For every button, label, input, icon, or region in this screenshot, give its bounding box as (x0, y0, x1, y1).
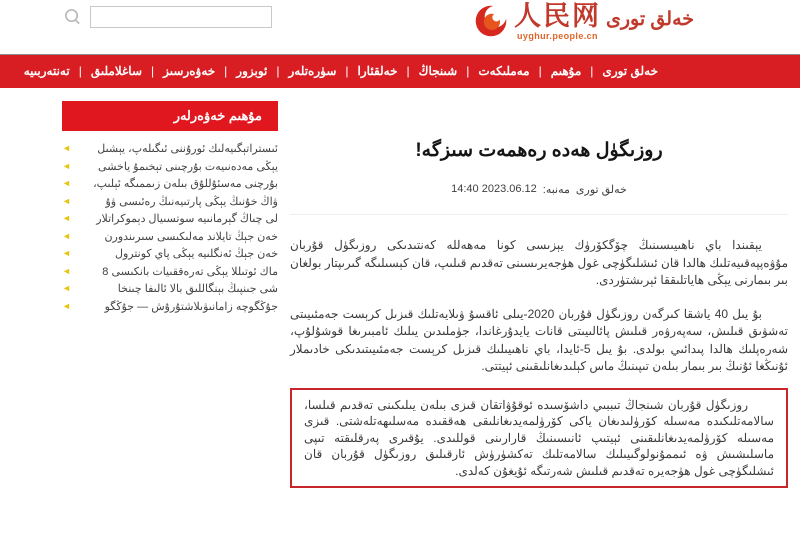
article-paragraph-highlighted: روزىگۈل قۇربان شىنجاڭ تىببىي داشۆسىدە ئوقۇۋاتقان قىزى بىلەن يىلىكىنى تەقدىم قىلسا، سالامەتلىكىدە مەسىلە كۆرۈلىدىغان ياكى كۆرۈلمەيدىغانلىقى ھەققىدە مەسلىھەتلەشتى. قىزى مەسىلە كۆرۈلمەيدىغانلىقىنى ئېيتىپ ئانىسىنىڭ قارارىنى قوللىدى. يۇقىرى پەرقلىقتە تىپى ماسلىشىش ۋە ئىممۇنولوگىيىلىك سالامەتلىك تەكشۈرۈش ئارقىلىق روزىگۈل قۇربان قان ئىشلىگۈچى غول ھۈجەيرە تەقدىم قىلىش شەرتىگە ئۇيغۇن كەلدى. (304, 397, 774, 478)
article-paragraph-1: يېقىندا باي ناھىيىسىنىڭ چۆگكۆرۈك يېزىسى كونا مەھەللە كەنتىدىكى روزىگۈل قۇربان مۇۋەپپەقىيەتلىك ھالدا قان ئىشلىگۈچى غول ھۈجەيرىسىنى تەقدىم قىلىپ، قان كېسىلىگە گىرىپتار بولغان بىر بىمارنى يېڭى ھاياتلىققا ئېرىشتۈردى. (290, 238, 788, 287)
nav-item-sports[interactable]: | تەنتەربىيە (24, 55, 91, 88)
arrow-bullet-icon: ◄ (62, 160, 71, 171)
article-source-label: مەنبە: (542, 184, 570, 196)
arrow-bullet-icon: ◄ (62, 178, 71, 189)
sidebar-item[interactable] (62, 210, 278, 228)
content-area (0, 101, 800, 488)
sidebar-item[interactable] (62, 158, 278, 176)
search-input[interactable] (90, 6, 272, 28)
article-meta (290, 183, 788, 196)
nav-item-important[interactable]: | مۇھىم (551, 55, 603, 88)
sidebar-item[interactable] (62, 263, 278, 281)
sidebar-title: مۇھىم خەۋەرلەر (62, 101, 278, 131)
nav-item-international[interactable]: | خەلقئارا (358, 55, 419, 88)
sidebar-item-label: خەن جېڭ تايلاند مەلىكىسى سىرىندورن (104, 230, 278, 243)
nav-item-photos[interactable]: | سۈرەتلەر (289, 55, 358, 88)
main-nav-list (0, 55, 800, 88)
arrow-bullet-icon: ◄ (62, 230, 71, 241)
article (290, 101, 788, 488)
arrow-bullet-icon: ◄ (62, 143, 71, 154)
article-title: روزىگۈل ھەدە رەھمەت سىزگە! (415, 140, 663, 161)
sidebar (62, 101, 278, 315)
sidebar-item[interactable] (62, 245, 278, 263)
meta-divider (290, 214, 788, 215)
highlighted-paragraph-box (290, 388, 788, 489)
sidebar-item-label: يېڭى مەدەنىيەت بۇرچىنى تېخىمۇ ياخشى (98, 160, 278, 173)
site-logo[interactable] (473, 3, 694, 41)
sidebar-item[interactable] (62, 193, 278, 211)
main-nav (0, 54, 800, 88)
logo-uyghur-text: خەلق تورى (606, 9, 694, 30)
nav-item-health[interactable]: | ساغلاملىق (91, 55, 163, 88)
article-paragraph-2: بۇ يىل 40 ياشقا كىرگەن روزىگۈل قۇربان 2020-يىلى ئاقسۇ ۋىلايەتلىك قىزىل كرېست جەمئىيىتى تەشۋىق قىلىش، سەپەرۋەر قىلىش پائالىيىتى قانات يايدۇرغاندا، جۈملىدىن يىلىك ئامبىرىغا قوشۇلۇپ، شەرەپلىك ھالدا پىدائىي بولدى. بۇ يىل 5-ئايدا، باي ناھىيىلىك قىزىل كرېست جەمئىيىتىدىكى خادىملار ئۇنىڭغا ئۇنىڭ بىر بىمار بىلەن تىپىنىڭ ماس كېلىدىغانلىقىنى ئېيتتى. (290, 306, 789, 373)
search-icon (63, 8, 82, 27)
arrow-bullet-icon: ◄ (62, 213, 71, 224)
sidebar-item-label: لى چىاڭ گېرمانىيە سوتسىيال دېموكراتلار (96, 213, 278, 226)
sidebar-item[interactable] (62, 298, 278, 316)
arrow-bullet-icon: ◄ (62, 300, 71, 311)
sidebar-item-label: جۇڭگوچە زامانىۋىلاشتۇرۇش — جۇڭگو (104, 300, 278, 313)
site-header (0, 0, 800, 54)
sidebar-news-list (62, 140, 278, 315)
arrow-bullet-icon: ◄ (62, 195, 71, 206)
article-datetime: 14:40 2023.06.12 (451, 183, 537, 195)
arrow-bullet-icon: ◄ (62, 265, 71, 276)
sidebar-item-label: ئىستراتېگىيەلىك ئورۇننى ئىگىلەپ، يېشىل (97, 143, 278, 156)
arrow-bullet-icon: ◄ (62, 283, 71, 294)
nav-item-opinion[interactable]: | ئوبزور (236, 55, 288, 88)
sidebar-item-label: ماك ئوتىللا يېڭى تەرەققىيات بانكىسى 8 (102, 265, 278, 278)
nav-item-xinjiang[interactable]: | شىنجاڭ (419, 55, 479, 88)
sidebar-item[interactable] (62, 175, 278, 193)
logo-chinese-text: 人民网 (514, 1, 601, 31)
nav-item-home[interactable]: خەلق تورى (602, 64, 658, 78)
article-source: خەلق تورى (575, 184, 627, 196)
sidebar-item[interactable] (62, 228, 278, 246)
arrow-bullet-icon: ◄ (62, 248, 71, 259)
nav-item-news[interactable]: | خەۋەرسىز (163, 55, 236, 88)
sidebar-item-label: بۇرچنى مەسئۇللۇق بىلەن زىممىگە ئېلىپ، (93, 178, 278, 191)
sidebar-item-label: ۋاڭ خۇنىڭ يېڭى پارتىيەنىڭ رەئىسى ۋۇ (105, 195, 278, 208)
logo-url-text: uyghur.people.cn (517, 31, 598, 41)
sidebar-item[interactable] (62, 140, 278, 158)
sidebar-item-label: خەن جېڭ ئەنگلىيە يېڭى پاي كونترول (114, 248, 278, 261)
logo-chinese-block (514, 3, 601, 41)
search-bar (63, 6, 272, 28)
sidebar-item[interactable] (62, 280, 278, 298)
people-net-swirl-icon (473, 3, 509, 39)
sidebar-item-label: شى جىنپىڭ بېنگاللىق بالا ئالىفا چىنخا (117, 283, 278, 296)
nav-item-domestic[interactable]: | مەملىكەت (478, 55, 550, 88)
